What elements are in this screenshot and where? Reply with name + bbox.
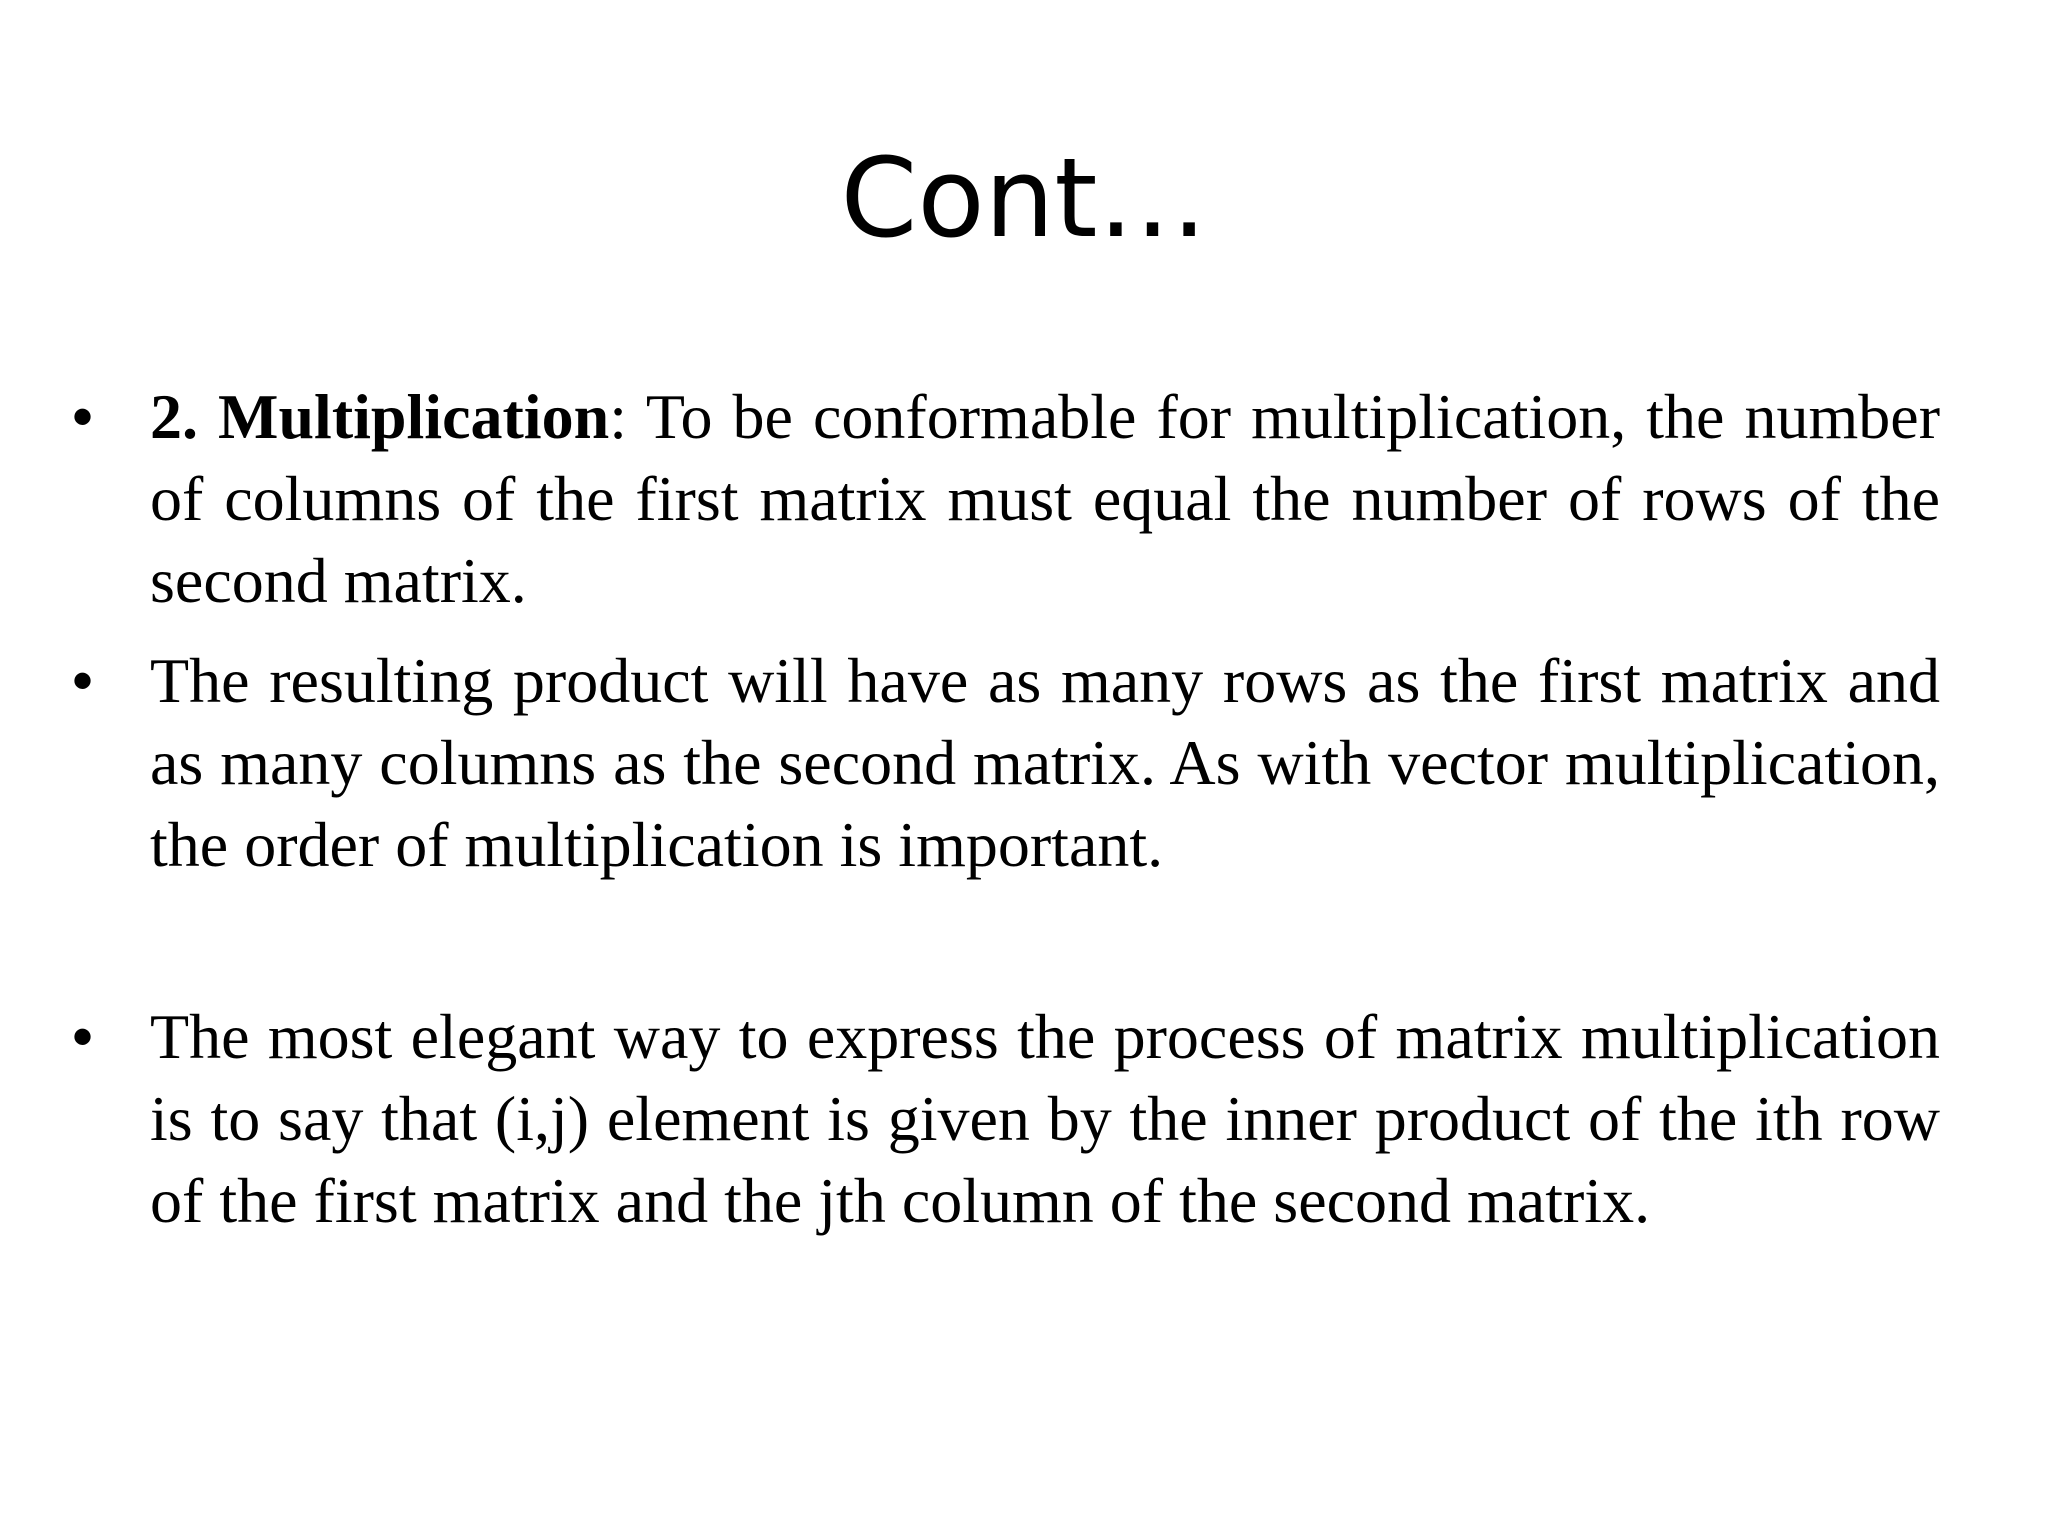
bullet-dot: • <box>72 647 94 714</box>
bullet-item-resulting-product <box>72 640 1940 886</box>
bullet-lead: 2. Multiplication <box>150 381 610 452</box>
bullet-dot: • <box>72 383 94 450</box>
bullet-text: The most elegant way to express the process of matrix multiplication is to say that (i,j) element is given by the inner product of the ith row of the first matrix and the jth column of the second matrix. <box>150 1001 1940 1236</box>
bullet-dot: • <box>72 1003 94 1070</box>
bullet-text: : To be conformable for multiplication, the number of columns of the first matrix must equal the number of rows of the second matrix. <box>150 381 1941 616</box>
bullet-item-multiplication <box>72 376 1941 622</box>
bullet-list <box>72 376 1941 1242</box>
bullet-item-elegant-way <box>72 996 1940 1242</box>
bullet-text: The resulting product will have as many rows as the first matrix and as many columns as the second matrix. As with vector multiplication, the order of multiplication is important. <box>150 645 1940 880</box>
slide-title: Cont… <box>840 134 1208 262</box>
